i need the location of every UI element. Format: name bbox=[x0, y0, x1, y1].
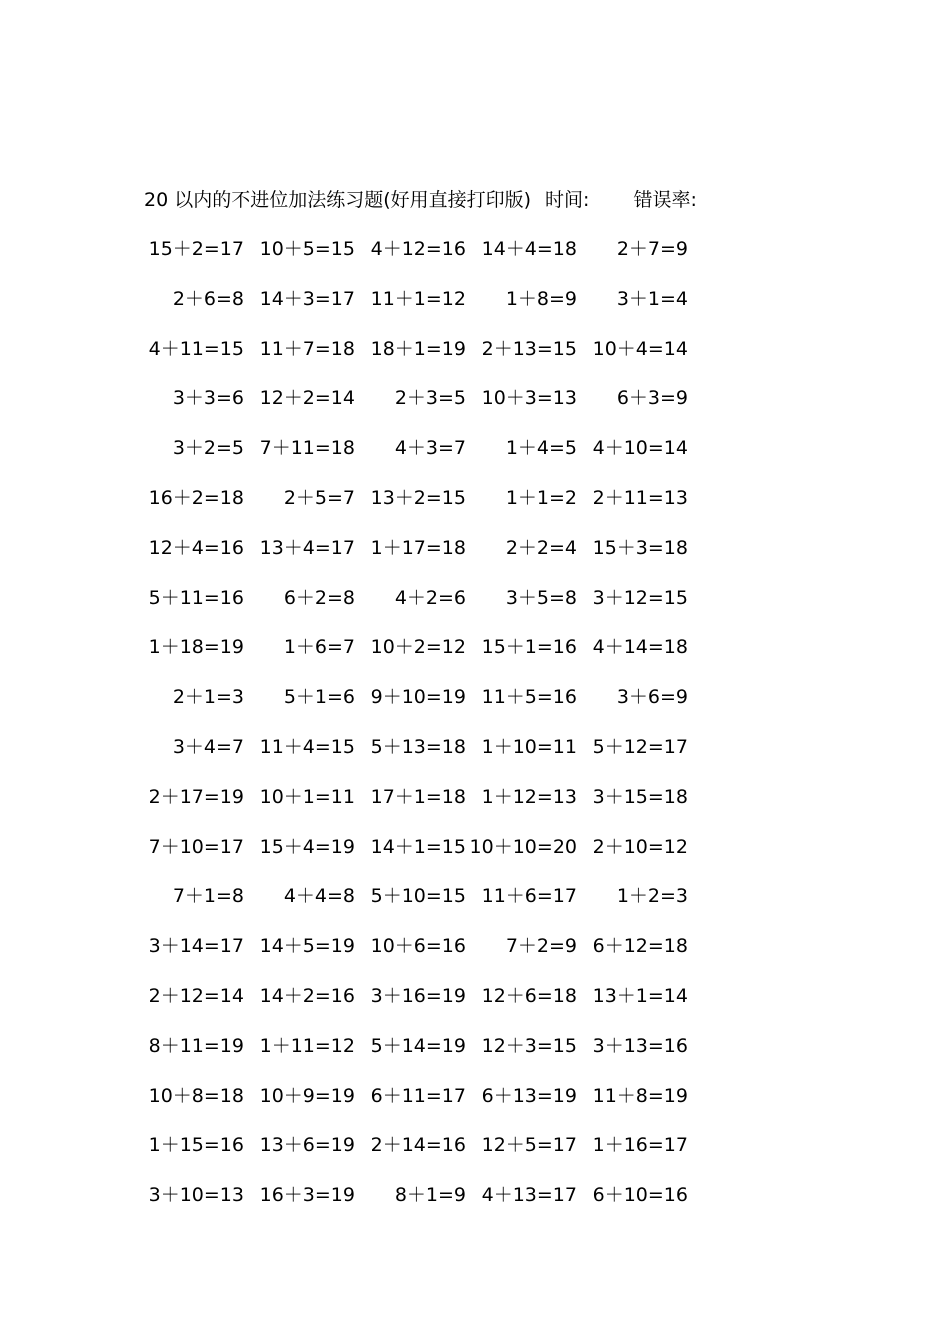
problem-cell: 15＋4=19 bbox=[259, 835, 355, 858]
problem-cell: 12＋4=16 bbox=[148, 536, 244, 559]
problem-cell: 1＋17=18 bbox=[370, 536, 466, 559]
problem-row bbox=[149, 834, 749, 884]
problem-row bbox=[149, 485, 749, 535]
problem-cell: 1＋4=5 bbox=[505, 437, 577, 460]
problem-cell: 5＋10=15 bbox=[370, 885, 466, 908]
problem-cell: 14＋3=17 bbox=[259, 287, 355, 310]
problem-row bbox=[149, 684, 749, 734]
problem-cell: 8＋11=19 bbox=[148, 1034, 244, 1057]
problem-cell: 3＋10=13 bbox=[148, 1184, 244, 1207]
problem-row bbox=[149, 236, 749, 286]
problem-cell: 7＋11=18 bbox=[259, 437, 355, 460]
worksheet-header bbox=[144, 187, 697, 213]
problem-cell: 15＋3=18 bbox=[592, 536, 688, 559]
problem-row bbox=[149, 535, 749, 585]
problem-cell: 10＋10=20 bbox=[469, 835, 577, 858]
problem-cell: 6＋3=9 bbox=[616, 387, 688, 410]
problem-cell: 3＋2=5 bbox=[172, 437, 244, 460]
problem-cell: 13＋1=14 bbox=[592, 985, 688, 1007]
problem-cell: 3＋6=9 bbox=[616, 686, 688, 709]
problem-cell: 3＋4=7 bbox=[172, 736, 244, 758]
problem-cell: 12＋6=18 bbox=[481, 985, 577, 1007]
problem-cell: 12＋3=15 bbox=[481, 1034, 577, 1057]
problem-cell: 14＋5=19 bbox=[259, 935, 355, 958]
problem-cell: 11＋4=15 bbox=[259, 736, 355, 758]
problem-cell: 11＋6=17 bbox=[481, 885, 577, 908]
problem-cell: 18＋1=19 bbox=[370, 337, 466, 360]
problem-row bbox=[149, 1132, 749, 1182]
problem-row bbox=[149, 883, 749, 933]
problem-cell: 2＋12=14 bbox=[148, 985, 244, 1007]
problem-cell: 10＋5=15 bbox=[259, 238, 355, 260]
problem-cell: 9＋10=19 bbox=[370, 686, 466, 709]
problem-cell: 2＋14=16 bbox=[370, 1134, 466, 1157]
problem-cell: 3＋14=17 bbox=[148, 935, 244, 958]
problem-cell: 1＋1=2 bbox=[505, 487, 577, 509]
problem-cell: 2＋7=9 bbox=[616, 238, 688, 260]
problem-cell: 6＋2=8 bbox=[283, 586, 355, 609]
problem-cell: 13＋2=15 bbox=[370, 487, 466, 509]
problem-cell: 13＋4=17 bbox=[259, 536, 355, 559]
problem-cell: 3＋12=15 bbox=[592, 586, 688, 609]
problem-cell: 4＋12=16 bbox=[370, 238, 466, 260]
problem-cell: 3＋1=4 bbox=[616, 287, 688, 310]
problem-row bbox=[149, 933, 749, 983]
problem-cell: 1＋11=12 bbox=[259, 1034, 355, 1057]
problem-row bbox=[149, 1033, 749, 1083]
problem-cell: 14＋2=16 bbox=[259, 985, 355, 1007]
problem-cell: 8＋1=9 bbox=[394, 1184, 466, 1207]
problem-cell: 1＋10=11 bbox=[481, 736, 577, 758]
problem-cell: 12＋2=14 bbox=[259, 387, 355, 410]
problem-row bbox=[149, 784, 749, 834]
problem-cell: 5＋14=19 bbox=[370, 1034, 466, 1057]
problem-row bbox=[149, 734, 749, 784]
problem-cell: 11＋1=12 bbox=[370, 287, 466, 310]
problem-cell: 16＋2=18 bbox=[148, 487, 244, 509]
problem-cell: 7＋10=17 bbox=[148, 835, 244, 858]
problem-cell: 4＋13=17 bbox=[481, 1184, 577, 1207]
problem-row bbox=[149, 336, 749, 386]
problem-cell: 1＋16=17 bbox=[592, 1134, 688, 1157]
problem-row bbox=[149, 286, 749, 336]
problem-cell: 14＋1=15 bbox=[370, 835, 466, 858]
problem-row bbox=[149, 1182, 749, 1232]
problem-cell: 11＋7=18 bbox=[259, 337, 355, 360]
problem-cell: 15＋2=17 bbox=[148, 238, 244, 260]
problem-cell: 15＋1=16 bbox=[481, 636, 577, 659]
problem-cell: 10＋4=14 bbox=[592, 337, 688, 360]
problem-row bbox=[149, 1083, 749, 1133]
problem-cell: 5＋13=18 bbox=[370, 736, 466, 758]
problem-row bbox=[149, 585, 749, 635]
problem-cell: 7＋2=9 bbox=[505, 935, 577, 958]
problem-cell: 6＋11=17 bbox=[370, 1084, 466, 1107]
problem-cell: 4＋14=18 bbox=[592, 636, 688, 659]
problem-cell: 6＋12=18 bbox=[592, 935, 688, 958]
problem-cell: 6＋13=19 bbox=[481, 1084, 577, 1107]
problem-cell: 1＋6=7 bbox=[283, 636, 355, 659]
problem-cell: 2＋2=4 bbox=[505, 536, 577, 559]
problem-cell: 11＋5=16 bbox=[481, 686, 577, 709]
problem-cell: 2＋6=8 bbox=[172, 287, 244, 310]
problem-cell: 11＋8=19 bbox=[592, 1084, 688, 1107]
problem-cell: 1＋2=3 bbox=[616, 885, 688, 908]
problem-cell: 10＋9=19 bbox=[259, 1084, 355, 1107]
problem-cell: 4＋4=8 bbox=[283, 885, 355, 908]
problem-cell: 10＋2=12 bbox=[370, 636, 466, 659]
problem-cell: 5＋11=16 bbox=[148, 586, 244, 609]
problem-cell: 2＋1=3 bbox=[172, 686, 244, 709]
problem-cell: 12＋5=17 bbox=[481, 1134, 577, 1157]
time-label: 时间: bbox=[545, 189, 590, 211]
problem-cell: 4＋11=15 bbox=[148, 337, 244, 360]
problem-cell: 2＋17=19 bbox=[148, 785, 244, 808]
problem-cell: 4＋10=14 bbox=[592, 437, 688, 460]
problem-cell: 4＋2=6 bbox=[394, 586, 466, 609]
problem-cell: 13＋6=19 bbox=[259, 1134, 355, 1157]
problem-cell: 1＋8=9 bbox=[505, 287, 577, 310]
problem-cell: 14＋4=18 bbox=[481, 238, 577, 260]
problem-cell: 1＋15=16 bbox=[148, 1134, 244, 1157]
problem-cell: 2＋13=15 bbox=[481, 337, 577, 360]
problem-cell: 3＋13=16 bbox=[592, 1034, 688, 1057]
error-rate-label: 错误率: bbox=[633, 189, 697, 211]
problem-cell: 10＋8=18 bbox=[148, 1084, 244, 1107]
problem-cell: 2＋10=12 bbox=[592, 835, 688, 858]
problem-cell: 2＋3=5 bbox=[394, 387, 466, 410]
problem-row bbox=[149, 983, 749, 1033]
problem-cell: 16＋3=19 bbox=[259, 1184, 355, 1207]
problem-cell: 6＋10=16 bbox=[592, 1184, 688, 1207]
problem-cell: 5＋12=17 bbox=[592, 736, 688, 758]
problem-cell: 4＋3=7 bbox=[394, 437, 466, 460]
problem-cell: 7＋1=8 bbox=[172, 885, 244, 908]
problem-cell: 3＋5=8 bbox=[505, 586, 577, 609]
worksheet-title: 20 以内的不进位加法练习题(好用直接打印版) bbox=[144, 189, 532, 211]
problem-cell: 2＋11=13 bbox=[592, 487, 688, 509]
problem-cell: 10＋1=11 bbox=[259, 785, 355, 808]
problem-cell: 5＋1=6 bbox=[283, 686, 355, 709]
problem-cell: 1＋18=19 bbox=[148, 636, 244, 659]
problem-cell: 3＋15=18 bbox=[592, 785, 688, 808]
problem-cell: 2＋5=7 bbox=[283, 487, 355, 509]
problem-cell: 3＋3=6 bbox=[172, 387, 244, 410]
problem-cell: 10＋6=16 bbox=[370, 935, 466, 958]
problem-row bbox=[149, 435, 749, 485]
problem-row bbox=[149, 634, 749, 684]
problem-cell: 1＋12=13 bbox=[481, 785, 577, 808]
problem-cell: 3＋16=19 bbox=[370, 985, 466, 1007]
problem-row bbox=[149, 385, 749, 435]
problem-cell: 17＋1=18 bbox=[370, 785, 466, 808]
problem-cell: 10＋3=13 bbox=[481, 387, 577, 410]
